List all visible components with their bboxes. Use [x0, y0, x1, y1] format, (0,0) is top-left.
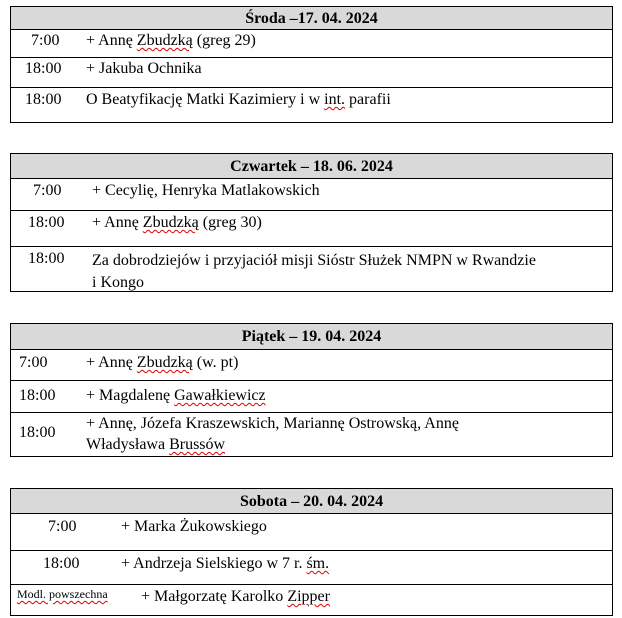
mass-time: 18:00 [25, 60, 62, 77]
mass-row [11, 514, 612, 551]
mass-time: 18:00 [28, 250, 65, 267]
mass-time: 18:00 [19, 424, 56, 441]
day-header-text: Czwartek – 18. 06. 2024 [230, 158, 393, 175]
mass-row [11, 247, 612, 291]
mass-time: 18:00 [28, 214, 65, 231]
mass-row [11, 211, 612, 247]
mass-time: 18:00 [43, 555, 80, 572]
mass-row [11, 179, 612, 211]
mass-row [11, 30, 612, 58]
schedule-table-thursday [10, 153, 613, 292]
mass-time: 7:00 [48, 518, 77, 535]
mass-intention: + Annę, Józefa Kraszewskich, Mariannę Ostrowską, Annę Władysława Brussów [86, 415, 459, 453]
mass-row [11, 88, 612, 122]
mass-intention: + Jakuba Ochnika [86, 60, 202, 77]
mass-intention: + Annę Zbudzką (greg 29) [86, 32, 256, 49]
mass-row [11, 551, 612, 585]
mass-time: Modl. powszechna [17, 587, 108, 601]
day-header [11, 489, 612, 514]
day-header-text: Sobota – 20. 04. 2024 [239, 493, 384, 510]
mass-intention: Za dobrodziejów i przyjaciół misji Sióstr Służek NMPN w Rwandzie i Kongo [92, 252, 536, 291]
mass-time: 18:00 [25, 91, 62, 108]
mass-time: 7:00 [33, 182, 62, 199]
mass-row [11, 350, 612, 381]
schedule-table-friday [10, 323, 613, 457]
mass-row [11, 413, 612, 456]
day-header [11, 324, 612, 350]
mass-intention: + Andrzeja Sielskiego w 7 r. śm. [121, 555, 330, 572]
schedule-table-saturday [10, 488, 613, 616]
mass-intention: + Cecylię, Henryka Matlakowskich [92, 182, 320, 199]
day-header [11, 7, 612, 30]
mass-time: 7:00 [31, 32, 60, 49]
mass-intention: O Beatyfikację Matki Kazimiery i w int. parafii [86, 91, 391, 108]
mass-intention: + Magdalenę Gawałkiewicz [86, 387, 266, 404]
day-header [11, 154, 612, 179]
mass-intention: + Annę Zbudzką (w. pt) [86, 354, 239, 371]
day-header-text: Środa –17. 04. 2024 [245, 10, 378, 27]
mass-row [11, 58, 612, 88]
mass-row [11, 585, 612, 615]
schedule-table-wednesday [10, 6, 613, 123]
day-header-text: Piątek – 19. 04. 2024 [241, 328, 382, 345]
mass-row [11, 381, 612, 413]
mass-time: 18:00 [19, 387, 56, 404]
mass-intention: + Małgorzatę Karolko Zipper [141, 588, 330, 605]
mass-time: 7:00 [19, 354, 48, 371]
mass-intention: + Annę Zbudzką (greg 30) [92, 214, 262, 231]
mass-intention: + Marka Żukowskiego [121, 518, 267, 535]
